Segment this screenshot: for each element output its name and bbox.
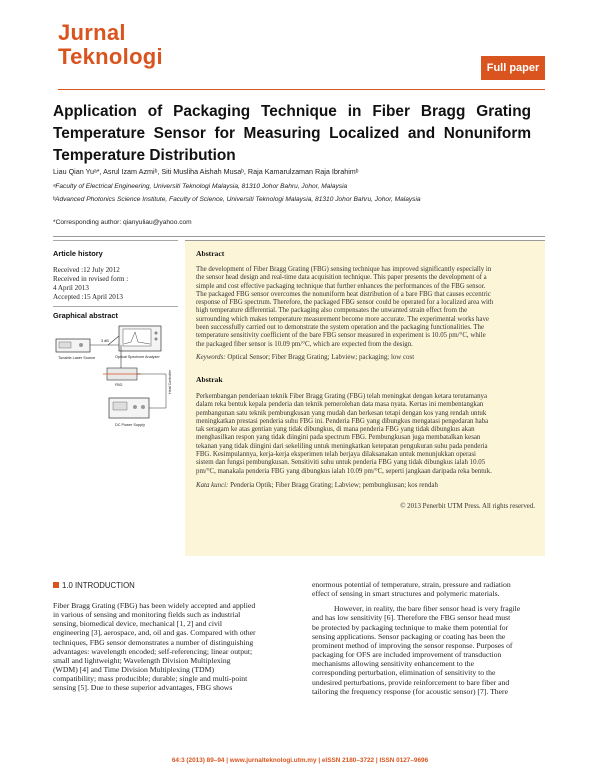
section-marker-icon	[53, 582, 59, 588]
abstrak-line: pm/°C, manakala penderia FBG yang dibungkus ialah 10.09 pm/°C, seperti jangkaan daripada reka bentuk.	[196, 467, 492, 475]
intro-column-1	[53, 601, 288, 693]
abstract-line: been successfully carried out to demonstrate the system operation and the packaging functionalities. The	[196, 324, 485, 332]
abstrak-body	[196, 393, 533, 476]
journal-logo-line1: Jurnal	[58, 20, 126, 45]
abstract-line: the sensor head design and real-time data acquisition technique. This paper presents the development of a	[196, 274, 487, 282]
graphical-abstract-diagram	[53, 322, 180, 432]
body-line: in various of sensing and monitoring fields such as industrial	[53, 610, 241, 620]
abstract-line: The development of Fiber Bragg Grating (FBG) sensing technique has improved significantly especially in	[196, 266, 492, 273]
body-line: sensing applications. Sensor packaging or coating has been the	[312, 631, 506, 641]
body-line: small and lightweight; Wavelength Division Multiplexing	[53, 655, 231, 665]
history-received: Received :12 July 2012	[53, 266, 120, 274]
body-line: However, in reality, the bare fiber sensor head is very fragile	[334, 604, 521, 614]
body-line: be protected by packaging technique to make them potential for	[312, 622, 509, 632]
label-coupler: 3 dB	[101, 339, 109, 343]
abstract-line: the packaged fiber sensor is 10.09 pm/°C, which are expected from the design.	[196, 340, 413, 348]
abstrak-keywords	[196, 482, 438, 490]
label-source: Tunable Laser Source	[58, 356, 96, 360]
rule	[53, 240, 178, 241]
section-heading	[53, 581, 135, 590]
body-line: and has low sensitivity [6]. Therefore the FBG sensor head must	[312, 613, 511, 623]
body-line: tailoring the frequency response (for acoustic sensor) [7]. There	[312, 686, 509, 696]
page-footer: 64:3 (2013) 89–94 | www.jurnalteknologi.utm.my | eISSN 2180–3722 | ISSN 0127–9696	[171, 757, 429, 764]
header-rule	[58, 89, 545, 90]
history-revised-date: 4 April 2013	[53, 284, 89, 292]
abstrak-line: sistem dan fungsi pembungkusan. Sensitiviti suhu untuk penderia FBG yang tidak dibungkus ialah 10.05	[196, 459, 486, 467]
abstrak-line: dalam reka bentuk kepala penderia dan teknik pemerolehan data masa nyata. Kertas ini membentangkan	[196, 401, 484, 409]
abstract-box	[185, 240, 545, 556]
abstrak-line: FBG. Kesimpulannya, kerja-kerja eksperimen telah berjaya dilaksanakan untuk menunjukkan operasi	[196, 451, 476, 459]
rule	[53, 306, 178, 307]
body-line: (WDM) [4] and Time Division Multiplexing (TDM)	[53, 665, 215, 675]
body-line: prominent method of improving the sensor response. Purposes of	[312, 640, 513, 650]
tunable-laser-icon	[56, 339, 90, 352]
body-line: mechanisms allowing sensitivity enhancement to the	[312, 659, 475, 669]
abstract-keywords	[196, 354, 414, 362]
keywords-label: Keywords:	[196, 354, 226, 361]
full-paper-badge: Full paper	[481, 56, 545, 80]
abstract-body	[196, 266, 533, 349]
section-heading-text: 1.0 INTRODUCTION	[62, 581, 135, 590]
abstrak-line: pembangunan satu teknik pembungkusan yang mudah dan berkesan tetapi dengan kos yang rendah untuk	[196, 409, 487, 417]
abstract-line: simple and cost effective packaging technique that further enhances the performances of the FBG sensor.	[196, 282, 486, 290]
body-line: packaging for OFS are included improvement of transduction	[312, 650, 502, 660]
body-line: techniques, FBG sensor demonstrates a number of distinguishing	[53, 637, 254, 647]
abstrak-line: tekanan yang tidak diingini dari sekeliling untuk meningkatkan ketepatan pengukuran suhu pada penderia	[196, 442, 488, 450]
rule	[185, 240, 545, 241]
section-divider	[53, 236, 545, 237]
history-revised: Received in revised form :	[53, 275, 129, 283]
abstrak-line: Perkembangan penderiaan teknik Fiber Bragg Grating (FBG) telah meningkat dengan ketara terutamanya	[196, 393, 488, 400]
label-heater: Heat Controller	[168, 369, 172, 394]
body-line: sensing, biomedical device, mechanical [1, 2] and civil	[53, 619, 223, 629]
author-list: Liau Qian Yuᵃ*, Asrul Izam Azmiᵇ, Siti Musliha Aishah Musaᵇ, Raja Kamarulzaman Raja Ibrahimᵇ	[53, 167, 359, 176]
copyright-notice: © 2013 Penerbit UTM Press. All rights reserved.	[400, 503, 535, 510]
power-supply-icon	[109, 398, 149, 418]
graphical-abstract-heading: Graphical abstract	[53, 311, 118, 320]
abstract-line: response of FBG spectrum. Therefore, the packaged FBG sensor could be operated for a localized area with	[196, 299, 494, 307]
abstrak-line: meningkatkan prestasi penderia suhu FBG ini. Penderia FBG yang dibungkus mengatasi pengedaran haba	[196, 417, 489, 425]
intro-column-2	[312, 580, 545, 696]
body-line: Fiber Bragg Grating (FBG) has been widely accepted and applied	[53, 601, 256, 610]
paper-title: Application of Packaging Technique in Fiber Bragg Grating Temperature Sensor for Measuring Localized and Nonuniform Temperature Distribution	[53, 103, 531, 164]
label-controller: DC Power Supply	[115, 423, 145, 427]
abstract-line: high temperature differential. The packaging also compensates the unwanted strain effect from the	[196, 307, 468, 315]
abstract-heading: Abstract	[196, 249, 225, 258]
body-line: undesired perturbations, provide reinforcement to bare fiber and	[312, 677, 510, 687]
kata-kunci-text: Penderia Optik; Fiber Bragg Grating; Labview; pembungkusan; kos rendah	[228, 482, 438, 489]
body-line: sensing [5]. Due to these superior advantages, FBG shows	[53, 683, 233, 693]
body-line: engineering [3], aerospace, and, oil and gas. Compared with other	[53, 628, 256, 638]
abstract-line: The packaged FBG sensor overcomes the nonuniform heat distribution of a bare FBG that causes eccentric	[196, 290, 491, 298]
body-line: enormous potential of temperature, strain, pressure and radiation	[312, 580, 511, 589]
affiliation-a: ᵃFaculty of Electrical Engineering, Universiti Teknologi Malaysia, 81310 Johor Bahru, Johor, Malaysia	[53, 183, 348, 190]
body-line: effect of sensing in smart structures and polymeric materials.	[312, 589, 500, 599]
journal-logo-line2: Teknologi	[58, 44, 163, 69]
article-info-column	[53, 240, 180, 558]
article-history-heading: Article history	[53, 249, 103, 258]
corresponding-author: *Corresponding author: qianyuliau@yahoo.com	[53, 219, 192, 226]
body-line: compatibility; mass producible; durable; single and multi-point	[53, 674, 248, 684]
body-line: advantages: wavelength encoded; self-referencing; linear output;	[53, 646, 253, 656]
history-accepted: Accepted :15 April 2013	[53, 293, 123, 301]
abstract-line: surrounding which makes temperature measurement become more accurate. The experimental works have	[196, 315, 489, 323]
spectrum-analyzer-icon	[119, 326, 161, 351]
abstrak-heading: Abstrak	[196, 375, 223, 384]
abstract-line: temperature sensitivity coefficient of the bare FBG sensor measured in experiment is 10.05 pm/°C, while	[196, 332, 486, 340]
kata-kunci-label: Kata kunci:	[196, 482, 229, 489]
label-stage: FBG	[115, 383, 123, 387]
abstrak-line: menghasilkan respon yang tidak diingini pada spectrum FBG. Pembungkusan juga membatalkan kesan	[196, 434, 481, 442]
label-analyzer: Optical Spectrum Analyzer	[115, 355, 160, 359]
body-line: corresponding perturbation, elimination of sensitivity to the	[312, 668, 496, 678]
affiliation-b: ᵇAdvanced Photonics Science Institute, Faculty of Science, Universiti Teknologi Malaysia, 81310 Johor Bahru, Johor, Malaysia	[53, 196, 421, 203]
abstrak-line: tak seragam ke atas gentian yang tidak dibungkus, di mana penderia FBG yang tidak dibungkus akan	[196, 426, 475, 434]
keywords-text: Optical Sensor; Fiber Bragg Grating; Labview; packaging; low cost	[225, 354, 415, 361]
